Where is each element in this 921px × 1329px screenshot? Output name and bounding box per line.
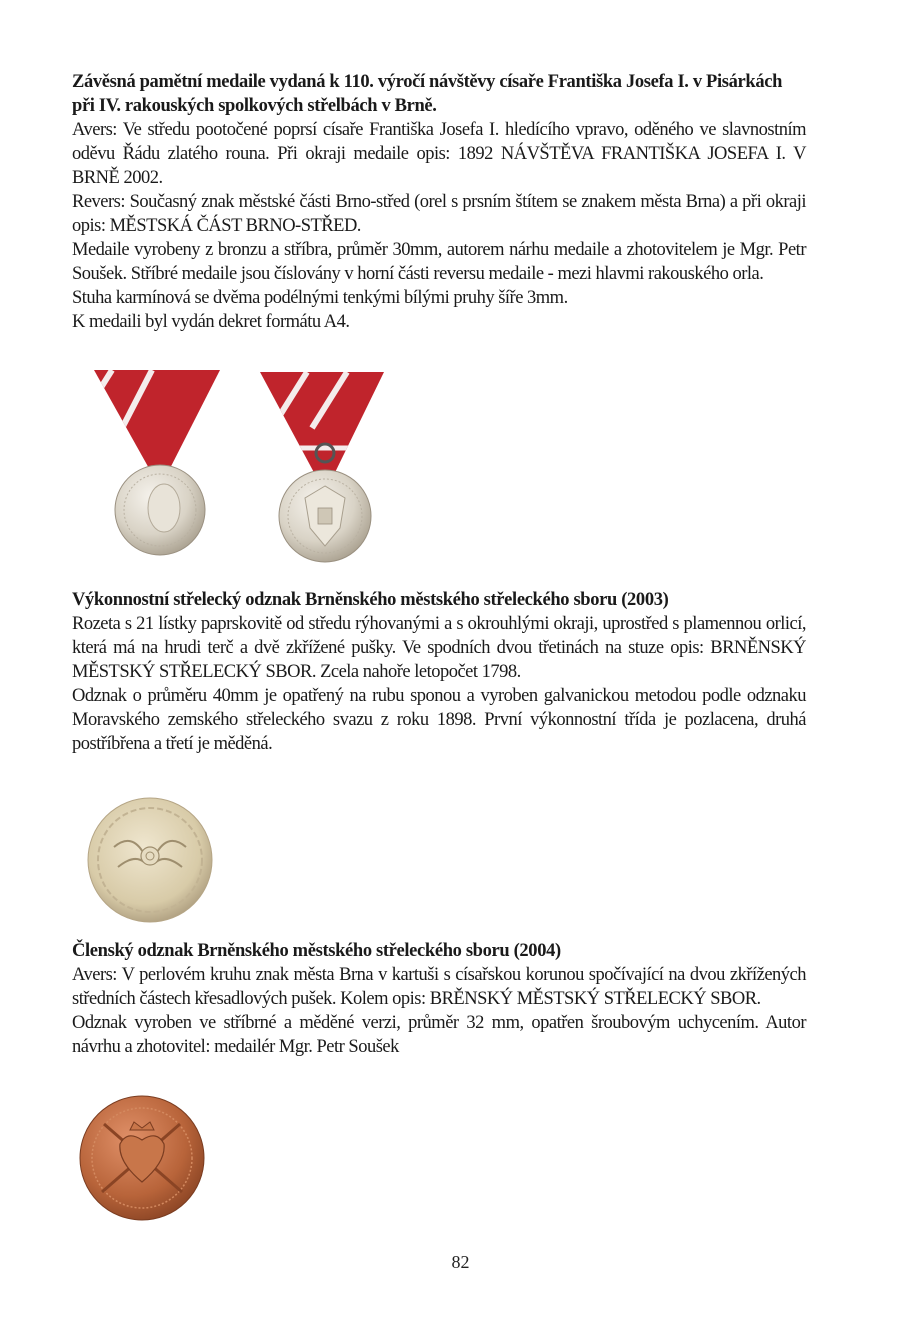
target-emblem bbox=[141, 847, 159, 865]
section-title: Závěsná pamětní medaile vydaná k 110. výročí návštěvy císaře Františka Josefa I. v Pisárkách při IV. rakouských spolkových střelbách v Brně. bbox=[72, 72, 783, 116]
section-performance-badge bbox=[72, 588, 806, 756]
section-member-badge bbox=[72, 939, 806, 1059]
paragraph-avers: Avers: V perlovém kruhu znak města Brna v kartuši s císařskou korunou spočívající na dvou zkřížených středních částech křesadlových pušek. Kolem opis: BRĚNSKÝ MĚSTSKÝ STŘELECKÝ SBOR. bbox=[72, 965, 806, 1009]
medal-reverse bbox=[260, 372, 392, 562]
medal-images bbox=[92, 368, 422, 568]
paragraph-avers: Avers: Ve středu pootočené poprsí císaře Františka Josefa I. hledícího vpravo, oděného ve slavnostním oděvu Řádu zlatého rouna. Při okraji medaile opis: 1892 NÁVŠTĚVA FRANTIŠKA JOSEFA I. V BRNĚ 2002. bbox=[72, 120, 806, 188]
page-number: 82 bbox=[451, 1252, 470, 1272]
rosette-photo bbox=[74, 792, 234, 932]
paragraph-revers: Revers: Současný znak městské části Brno-střed (orel s prsním štítem se znakem města Brna) a při okraji opis: MĚSTSKÁ ČÁST BRNO-STŘED. bbox=[72, 192, 806, 236]
paragraph-decree: K medaili byl vydán dekret formátu A4. bbox=[72, 312, 350, 332]
paragraph-material: Medaile vyrobeny z bronzu a stříbra, průměr 30mm, autorem nárhu medaile a zhotovitelem je Mgr. Petr Soušek. Stříbré medaile jsou číslovány v horní části reversu medaile - mezi hlavmi rakouského orla. bbox=[72, 240, 806, 284]
copper-badge-photo bbox=[72, 1092, 222, 1227]
rosette-image bbox=[74, 792, 234, 932]
copper-badge-image bbox=[72, 1092, 222, 1227]
medal-obverse bbox=[92, 370, 220, 555]
paragraph-ribbon: Stuha karmínová se dvěma podélnými tenkými bílými pruhy šíře 3mm. bbox=[72, 288, 568, 308]
paragraph-details: Odznak o průměru 40mm je opatřený na rubu sponou a vyroben galvanickou metodou podle odznaku Moravského zemského střeleckého svazu z roku 1898. První výkonnostní třída je pozlacena, druhá postříbřena a třetí je měděná. bbox=[72, 686, 806, 754]
section-title: Členský odznak Brněnského městského střeleckého sboru (2004) bbox=[72, 941, 561, 961]
medal-photos bbox=[92, 368, 422, 568]
paragraph-details: Odznak vyroben ve stříbrné a měděné verzi, průměr 32 mm, opatřen šroubovým uchycením. Autor návrhu a zhotovitel: medailér Mgr. Petr Soušek bbox=[72, 1013, 806, 1057]
emperor-portrait bbox=[148, 484, 180, 532]
paragraph-description: Rozeta s 21 lístky paprskovitě od středu rýhovanými a s okrouhlými okraji, uprostřed s plamennou orlicí, která má na hrudi terč a dvě zkřížené pušky. Ve spodních dvou třetinách na stuze opis: BRNĚNSKÝ MĚSTSKÝ STŘELECKÝ SBOR. Zcela nahoře letopočet 1798. bbox=[72, 614, 806, 682]
section-title: Výkonnostní střelecký odznak Brněnského městského střeleckého sboru (2003) bbox=[72, 590, 669, 610]
section-memorial-medal bbox=[72, 70, 806, 334]
